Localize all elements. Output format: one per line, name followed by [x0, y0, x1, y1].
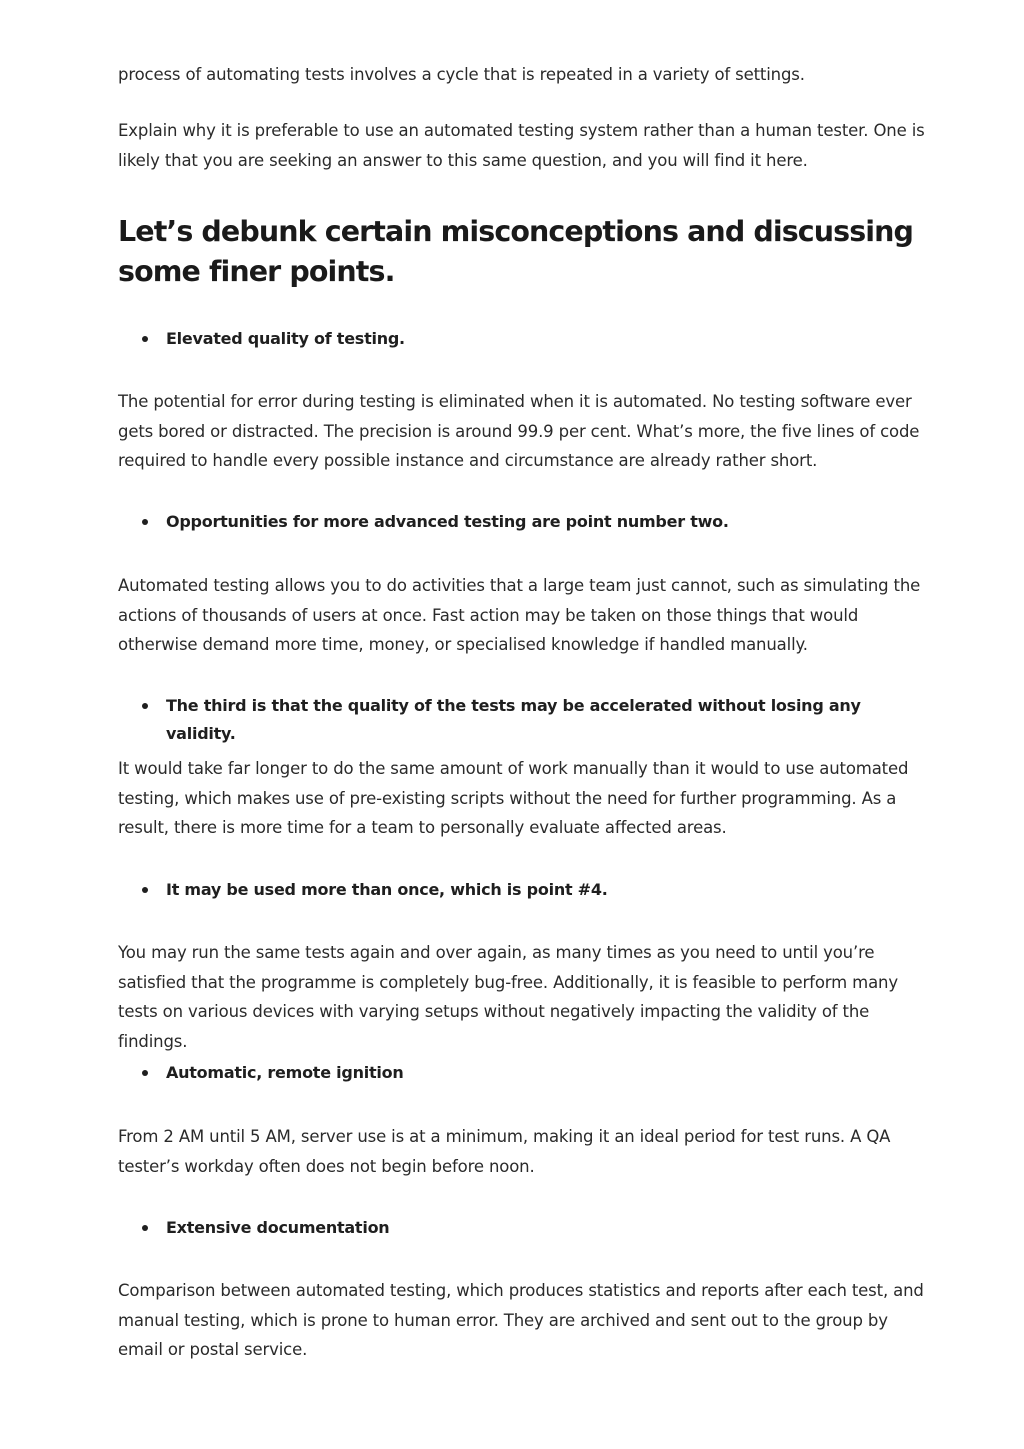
section-heading: Let’s debunk certain misconceptions and discussing some finer points.	[118, 215, 914, 288]
bullet-dot-icon	[142, 703, 148, 709]
bullet-item	[118, 325, 934, 353]
bullet-item	[118, 692, 934, 748]
bullet-dot-icon	[142, 519, 148, 525]
section-paragraph: Comparison between automated testing, which produces statistics and reports after each test, and manual testing, which is prone to human error. They are archived and sent out to the group by email or postal service.	[118, 1281, 924, 1359]
bullet-label: Opportunities for more advanced testing are point number two.	[166, 512, 729, 531]
bullet-dot-icon	[142, 336, 148, 342]
bullet-label: Extensive documentation	[166, 1218, 390, 1237]
bullet-item	[118, 1214, 934, 1242]
bullet-label: The third is that the quality of the tests may be accelerated without losing any validity.	[166, 696, 861, 743]
bullet-item	[118, 876, 934, 904]
bullet-dot-icon	[142, 1070, 148, 1076]
section-paragraph: Automated testing allows you to do activities that a large team just cannot, such as simulating the actions of thousands of users at once. Fast action may be taken on those things that would otherwise demand more time, money, or specialised knowledge if handled manually.	[118, 576, 921, 654]
bullet-label: It may be used more than once, which is point #4.	[166, 880, 608, 899]
bullet-dot-icon	[142, 1225, 148, 1231]
intro-paragraph: process of automating tests involves a cycle that is repeated in a variety of settings.	[118, 65, 805, 84]
section-paragraph: It would take far longer to do the same amount of work manually than it would to use automated testing, which makes use of pre-existing scripts without the need for further programming. As a result, there is more time for a team to personally evaluate affected areas.	[118, 759, 909, 837]
bullet-dot-icon	[142, 887, 148, 893]
bullet-label: Automatic, remote ignition	[166, 1063, 404, 1082]
bullet-label: Elevated quality of testing.	[166, 329, 405, 348]
bullet-item	[118, 508, 934, 536]
bullet-item	[118, 1059, 934, 1087]
section-paragraph: You may run the same tests again and over again, as many times as you need to until you’re satisfied that the programme is completely bug-free. Additionally, it is feasible to perform many tests on various devices with varying setups without negatively impacting the validity of the findings.	[118, 943, 898, 1051]
section-paragraph: From 2 AM until 5 AM, server use is at a minimum, making it an ideal period for test runs. A QA tester’s workday often does not begin before noon.	[118, 1127, 891, 1176]
intro-paragraph: Explain why it is preferable to use an automated testing system rather than a human tester. One is likely that you are seeking an answer to this same question, and you will find it here.	[118, 121, 925, 170]
section-paragraph: The potential for error during testing is eliminated when it is automated. No testing software ever gets bored or distracted. The precision is around 99.9 per cent. What’s more, the five lines of code required to handle every possible instance and circumstance are already rather short.	[118, 392, 920, 470]
